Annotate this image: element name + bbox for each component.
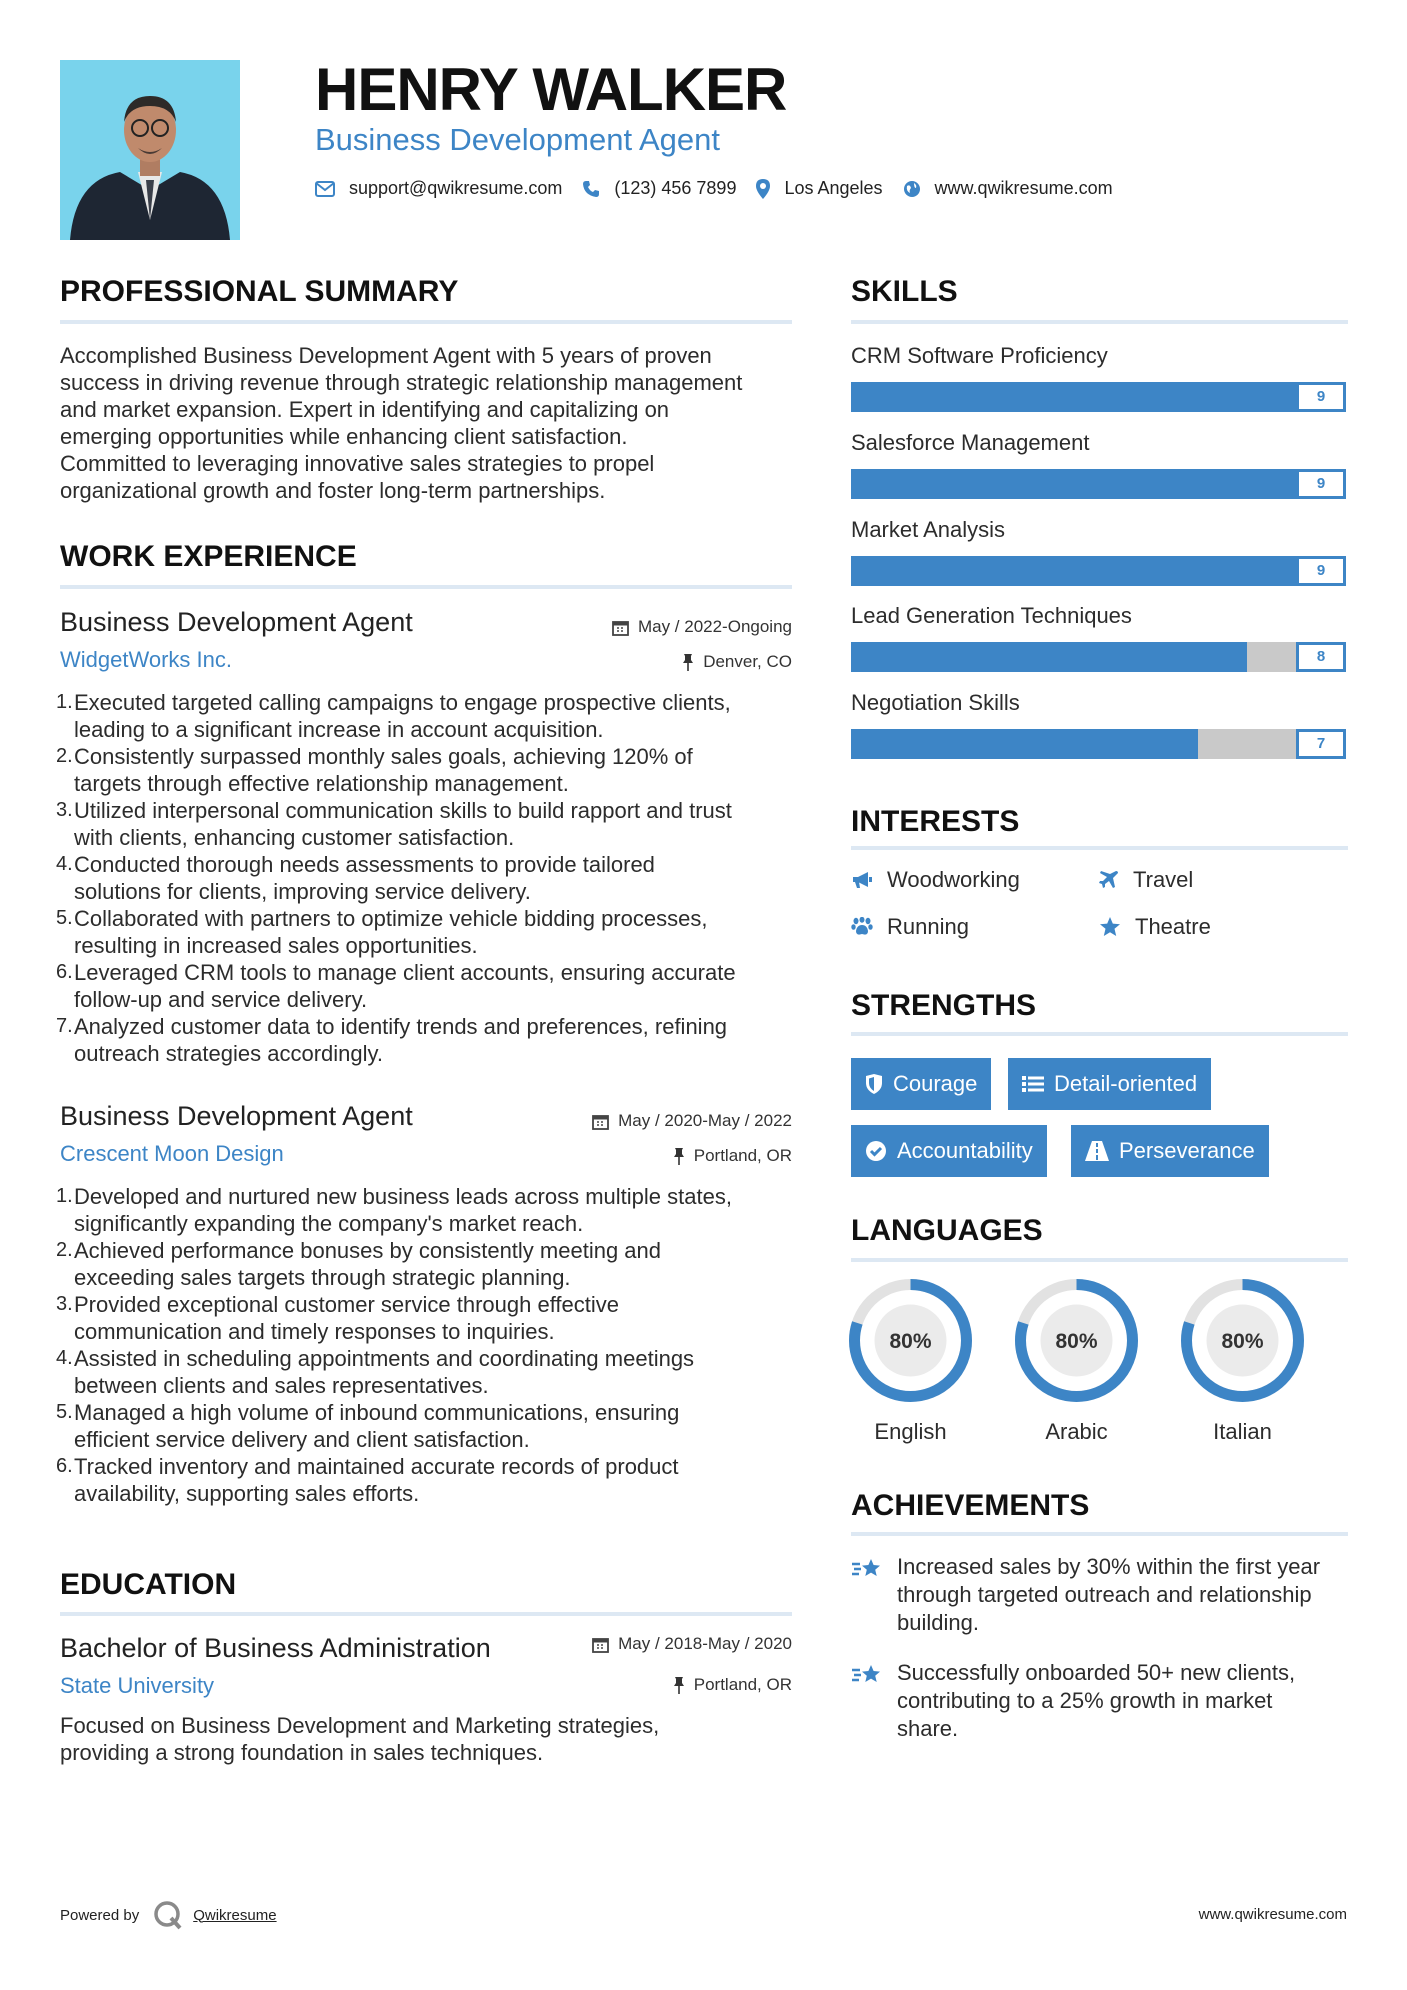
strength-tag xyxy=(851,1125,1047,1177)
website-text: www.qwikresume.com xyxy=(934,178,1113,198)
bullet-line: Collaborated with partners to optimize vehicle bidding processes, xyxy=(74,906,708,931)
achievement-line: contributing to a 25% growth in market xyxy=(897,1688,1273,1713)
map-marker-icon xyxy=(756,179,770,199)
language-percent: 80% xyxy=(1221,1330,1264,1353)
interest-item xyxy=(1099,867,1193,893)
education-description xyxy=(60,1712,800,1766)
job-dates xyxy=(612,617,792,637)
interests-heading: INTERESTS xyxy=(851,805,1020,838)
languages-rule xyxy=(851,1258,1348,1262)
contact-website[interactable] xyxy=(903,178,1113,199)
bullet-line: Achieved performance bonuses by consistently meeting and xyxy=(74,1238,662,1263)
contact-location xyxy=(756,178,882,199)
education-line: providing a strong foundation in sales techniques. xyxy=(60,1740,544,1765)
job-bullets xyxy=(56,689,801,1067)
skill-label: Salesforce Management xyxy=(851,430,1090,455)
location-text: Los Angeles xyxy=(784,178,883,198)
interests-rule xyxy=(851,846,1348,850)
summary-line: and market expansion. Expert in identifying and capitalizing on xyxy=(60,397,670,422)
strength-label: Courage xyxy=(893,1071,978,1096)
strength-tag xyxy=(1071,1125,1269,1177)
languages-heading: LANGUAGES xyxy=(851,1214,1043,1247)
bullet-line: solutions for clients, improving service delivery. xyxy=(74,879,531,904)
achievement-item xyxy=(851,1659,1351,1743)
footer-powered-by xyxy=(60,1900,277,1930)
list-item: 3. Provided exceptional customer service through effective communication and timely responses to inquiries. xyxy=(56,1292,619,1344)
list-item: 6. Leveraged CRM tools to manage client accounts, ensuring accurate follow-up and service delivery. xyxy=(56,960,736,1012)
star-icon xyxy=(1099,917,1121,937)
education-dates xyxy=(592,1634,792,1654)
language-ring xyxy=(1014,1278,1139,1403)
calendar-icon xyxy=(592,1636,609,1653)
interest-item xyxy=(851,867,1020,893)
bullet-line: leading to a significant increase in account acquisition. xyxy=(74,717,604,742)
list-item: 1. Developed and nurtured new business leads across multiple states, significantly expanding the company's market reach. xyxy=(56,1184,732,1236)
interest-label: Running xyxy=(887,914,969,939)
degree-title: Bachelor of Business Administration xyxy=(60,1633,491,1663)
summary-text xyxy=(60,342,800,504)
bullet-line: Utilized interpersonal communication skills to build rapport and trust xyxy=(74,798,732,823)
education-location xyxy=(673,1675,792,1695)
pin-icon xyxy=(682,653,694,671)
skill-level-badge: 7 xyxy=(1296,729,1346,759)
skill-bar-fill xyxy=(851,642,1247,672)
strength-label: Perseverance xyxy=(1119,1138,1255,1163)
footer-website[interactable]: www.qwikresume.com xyxy=(1198,1906,1347,1923)
bullet-line: resulting in increased sales opportunities. xyxy=(74,933,478,958)
summary-line: Committed to leveraging innovative sales strategies to propel xyxy=(60,451,655,476)
bullet-line: communication and timely responses to inquiries. xyxy=(74,1319,555,1344)
skill-level-badge: 9 xyxy=(1296,556,1346,586)
skill-bar xyxy=(851,729,1346,759)
education-dates-text: May / 2018-May / 2020 xyxy=(618,1634,792,1653)
strength-tag xyxy=(1008,1058,1211,1110)
list-item: 5. Collaborated with partners to optimize vehicle bidding processes, resulting in increased sales opportunities. xyxy=(56,906,708,958)
list-item: 7. Analyzed customer data to identify trends and preferences, refining outreach strategies accordingly. xyxy=(56,1014,728,1066)
summary-line: Accomplished Business Development Agent with 5 years of proven xyxy=(60,343,712,368)
strength-tag xyxy=(851,1058,991,1110)
strengths-heading: STRENGTHS xyxy=(851,989,1037,1022)
list-item: 2. Achieved performance bonuses by consistently meeting and exceeding sales targets through strategic planning. xyxy=(56,1238,662,1290)
bullet-line: Consistently surpassed monthly sales goals, achieving 120% of xyxy=(74,744,693,769)
experience-rule xyxy=(60,585,792,589)
calendar-icon xyxy=(612,619,629,636)
shooting-star-icon xyxy=(851,1555,885,1583)
pin-icon xyxy=(673,1147,685,1165)
bullet-line: follow-up and service delivery. xyxy=(74,987,368,1012)
interest-item xyxy=(1099,914,1211,940)
bullet-line: between clients and sales representatives. xyxy=(74,1373,489,1398)
strengths-rule xyxy=(851,1032,1348,1036)
language-item xyxy=(1180,1278,1305,1445)
qwikresume-logo-icon xyxy=(153,1900,183,1930)
job-bullets xyxy=(56,1183,801,1507)
skill-bar xyxy=(851,382,1346,412)
achievements-heading: ACHIEVEMENTS xyxy=(851,1489,1090,1522)
education-location-text: Portland, OR xyxy=(693,1675,792,1694)
skill-bar xyxy=(851,556,1346,586)
contact-phone[interactable] xyxy=(582,178,736,199)
job-location xyxy=(673,1146,792,1166)
shield-icon xyxy=(865,1074,883,1094)
education-line: Focused on Business Development and Marketing strategies, xyxy=(60,1713,660,1738)
skill-level-badge: 9 xyxy=(1296,469,1346,499)
language-percent: 80% xyxy=(1055,1330,1098,1353)
achievements-rule xyxy=(851,1532,1348,1536)
list-item: 2. Consistently surpassed monthly sales goals, achieving 120% of targets through effective relationship management. xyxy=(56,744,693,796)
job-location-text: Portland, OR xyxy=(693,1146,792,1165)
skill-bar-fill xyxy=(851,382,1297,412)
strength-label: Detail-oriented xyxy=(1054,1071,1198,1096)
bullet-line: Analyzed customer data to identify trends and preferences, refining xyxy=(74,1014,728,1039)
language-name: English xyxy=(874,1419,947,1444)
brand-link[interactable]: Qwikresume xyxy=(193,1906,277,1924)
summary-rule xyxy=(60,320,792,324)
job-title: Business Development Agent xyxy=(60,1101,413,1131)
education-heading: EDUCATION xyxy=(60,1568,237,1601)
skills-heading: SKILLS xyxy=(851,275,958,308)
skill-level-badge: 8 xyxy=(1296,642,1346,672)
paw-icon xyxy=(851,917,873,937)
list-item: 5. Managed a high volume of inbound communications, ensuring efficient service delivery and client satisfaction. xyxy=(56,1400,680,1452)
language-name: Arabic xyxy=(1045,1419,1108,1444)
bullet-line: Tracked inventory and maintained accurate records of product xyxy=(74,1454,679,1479)
phone-icon xyxy=(582,180,600,198)
list-item: 6. Tracked inventory and maintained accurate records of product availability, supporting sales efforts. xyxy=(56,1454,679,1506)
bullet-line: availability, supporting sales efforts. xyxy=(74,1481,420,1506)
phone-text: (123) 456 7899 xyxy=(614,178,737,198)
summary-heading: PROFESSIONAL SUMMARY xyxy=(60,275,459,308)
job-location-text: Denver, CO xyxy=(703,652,792,671)
globe-icon xyxy=(903,180,921,198)
bullet-line: Managed a high volume of inbound communications, ensuring xyxy=(74,1400,680,1425)
powered-by-text: Powered by xyxy=(60,1906,140,1924)
skill-bar xyxy=(851,469,1346,499)
job-location xyxy=(682,652,792,672)
job-title: Business Development Agent xyxy=(60,607,413,637)
contact-row xyxy=(315,178,1133,199)
education-rule xyxy=(60,1612,792,1616)
check-circle-icon xyxy=(865,1140,887,1162)
shooting-star-icon xyxy=(851,1661,885,1689)
list-item: 4. Conducted thorough needs assessments to provide tailored solutions for clients, improving service delivery. xyxy=(56,852,655,904)
summary-line: success in driving revenue through strategic relationship management xyxy=(60,370,743,395)
achievement-item xyxy=(851,1553,1351,1637)
achievement-line: building. xyxy=(897,1610,979,1635)
strength-label: Accountability xyxy=(897,1138,1033,1163)
language-item xyxy=(1014,1278,1139,1445)
company-name: WidgetWorks Inc. xyxy=(60,647,232,672)
achievement-line: through targeted outreach and relationship xyxy=(897,1582,1312,1607)
profile-photo xyxy=(60,60,240,240)
bullet-line: significantly expanding the company's market reach. xyxy=(74,1211,584,1236)
list-icon xyxy=(1022,1075,1044,1093)
school-name: State University xyxy=(60,1673,215,1698)
interest-label: Travel xyxy=(1133,867,1194,892)
language-ring xyxy=(848,1278,973,1403)
interest-label: Theatre xyxy=(1135,914,1211,939)
skill-label: Negotiation Skills xyxy=(851,690,1020,715)
interest-item xyxy=(851,914,969,940)
job-dates-text: May / 2020-May / 2022 xyxy=(618,1111,792,1130)
achievement-line: Increased sales by 30% within the first year xyxy=(897,1554,1321,1579)
skill-label: CRM Software Proficiency xyxy=(851,343,1108,368)
skills-rule xyxy=(851,320,1348,324)
list-item: 1. Executed targeted calling campaigns to engage prospective clients, leading to a significant increase in account acquisition. xyxy=(56,690,731,742)
achievement-line: share. xyxy=(897,1716,959,1741)
bullet-line: Conducted thorough needs assessments to provide tailored xyxy=(74,852,655,877)
plane-icon xyxy=(1099,870,1119,890)
bullet-line: with clients, enhancing customer satisfaction. xyxy=(74,825,515,850)
job-dates xyxy=(592,1111,792,1131)
experience-heading: WORK EXPERIENCE xyxy=(60,540,357,573)
summary-line: emerging opportunities while enhancing client satisfaction. xyxy=(60,424,628,449)
email-text: support@qwikresume.com xyxy=(349,178,563,198)
bullet-line: Developed and nurtured new business leads across multiple states, xyxy=(74,1184,732,1209)
language-item xyxy=(848,1278,973,1445)
company-name: Crescent Moon Design xyxy=(60,1141,284,1166)
language-name: Italian xyxy=(1213,1419,1272,1444)
contact-email[interactable] xyxy=(315,178,562,199)
skill-bar-fill xyxy=(851,556,1297,586)
skill-label: Market Analysis xyxy=(851,517,1006,542)
summary-line: organizational growth and foster long-term partnerships. xyxy=(60,478,606,503)
candidate-title: Business Development Agent xyxy=(315,122,720,157)
bullet-line: efficient service delivery and client satisfaction. xyxy=(74,1427,530,1452)
envelope-icon xyxy=(315,181,335,197)
skill-bar-fill xyxy=(851,729,1198,759)
bullet-line: Provided exceptional customer service through effective xyxy=(74,1292,619,1317)
candidate-name: HENRY WALKER xyxy=(315,56,787,123)
bullet-line: exceeding sales targets through strategic planning. xyxy=(74,1265,571,1290)
skill-bar-fill xyxy=(851,469,1297,499)
calendar-icon xyxy=(592,1113,609,1130)
list-item: 4. Assisted in scheduling appointments and coordinating meetings between clients and sales representatives. xyxy=(56,1346,695,1398)
bullet-line: Leveraged CRM tools to manage client accounts, ensuring accurate xyxy=(74,960,736,985)
road-icon xyxy=(1085,1141,1109,1161)
bullet-line: Executed targeted calling campaigns to engage prospective clients, xyxy=(74,690,731,715)
bullet-line: Assisted in scheduling appointments and coordinating meetings xyxy=(74,1346,695,1371)
bullet-line: outreach strategies accordingly. xyxy=(74,1041,383,1066)
skill-level-badge: 9 xyxy=(1296,382,1346,412)
language-percent: 80% xyxy=(889,1330,932,1353)
language-ring xyxy=(1180,1278,1305,1403)
bullet-line: targets through effective relationship management. xyxy=(74,771,569,796)
pin-icon xyxy=(673,1676,685,1694)
bullhorn-icon xyxy=(851,870,873,890)
achievement-line: Successfully onboarded 50+ new clients, xyxy=(897,1660,1296,1685)
skill-label: Lead Generation Techniques xyxy=(851,603,1132,628)
interest-label: Woodworking xyxy=(887,867,1020,892)
job-dates-text: May / 2022-Ongoing xyxy=(637,617,792,636)
skill-bar xyxy=(851,642,1346,672)
list-item: 3. Utilized interpersonal communication skills to build rapport and trust with clients, enhancing customer satisfaction. xyxy=(56,798,732,850)
